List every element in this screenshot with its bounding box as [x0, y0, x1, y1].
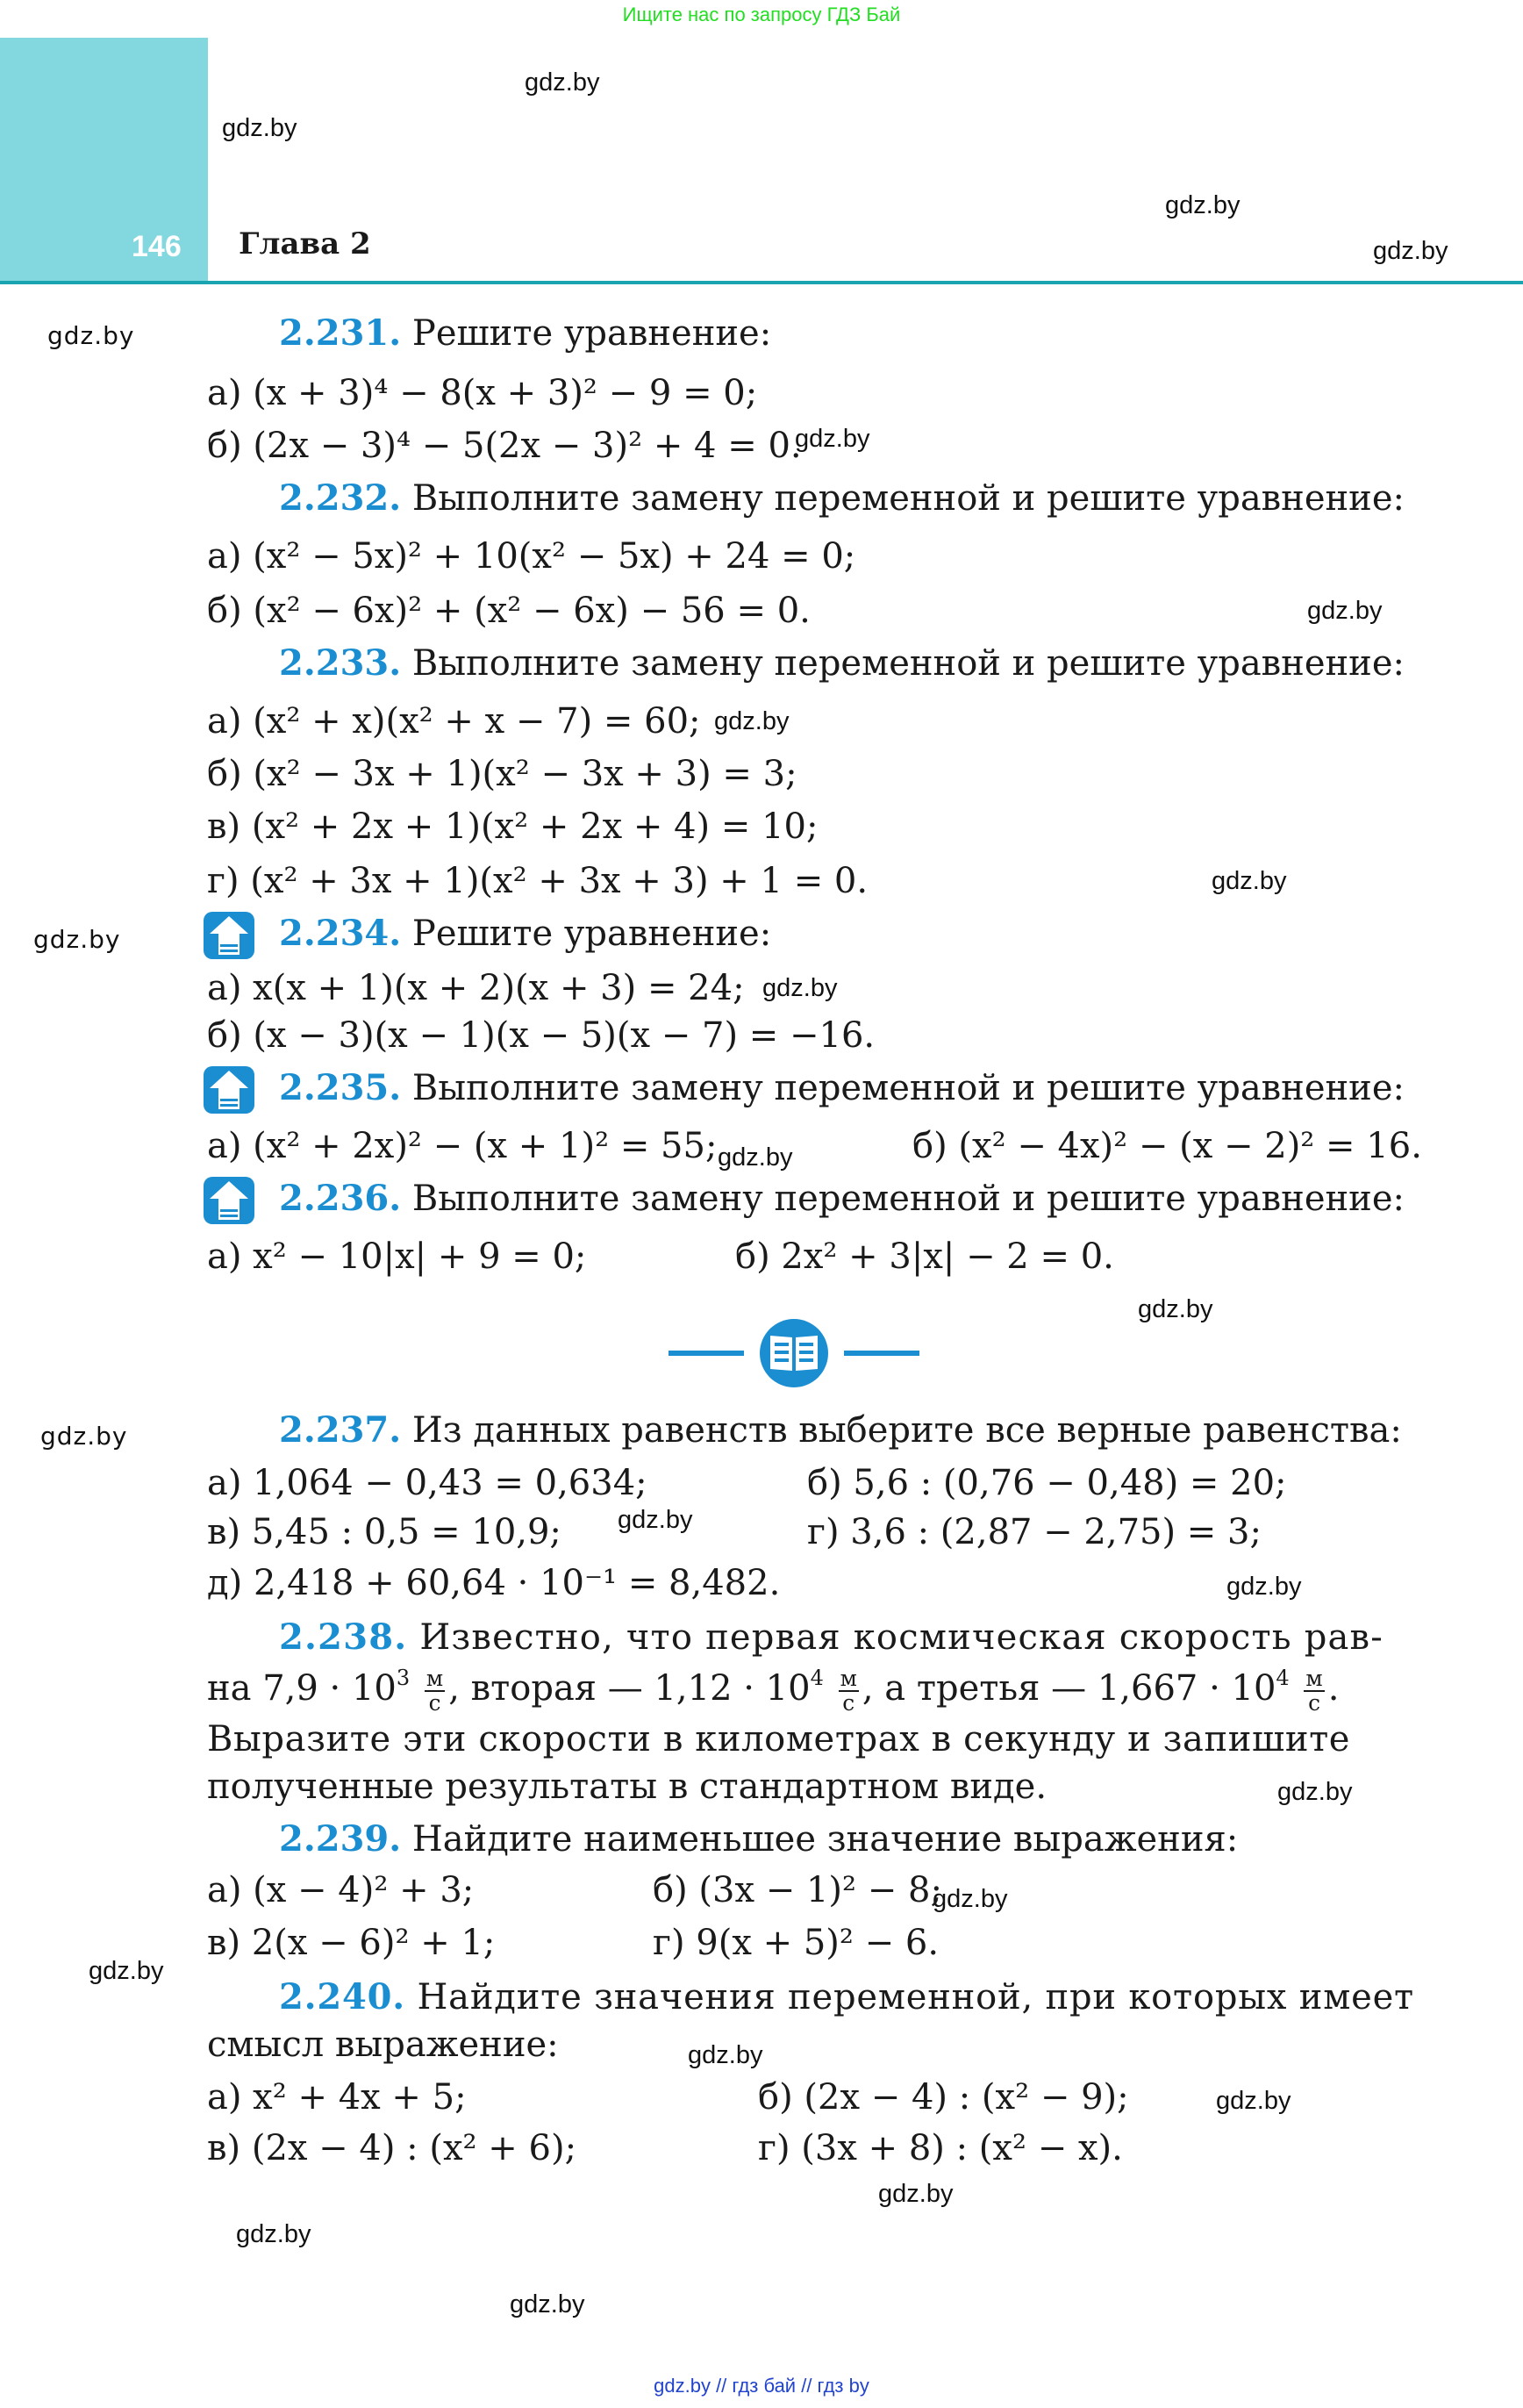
- level-up-icon: [203, 1176, 255, 1225]
- item-label: а): [207, 1463, 242, 1503]
- unit-denominator: с: [1308, 1690, 1320, 1716]
- item-expression: 2(x − 6)² + 1;: [251, 1923, 496, 1963]
- problem-item: [207, 2128, 577, 2168]
- text-fragment: .: [1327, 1668, 1340, 1709]
- problem-item: [207, 1463, 647, 1503]
- problem-2-238-heading: [279, 1616, 1384, 1658]
- problem-item: [207, 1923, 496, 1963]
- problem-item: [758, 2128, 1123, 2168]
- problem-2-236-heading: [279, 1178, 1405, 1219]
- watermark: gdz.by: [525, 68, 600, 97]
- problem-item: [207, 701, 701, 742]
- watermark: gdz.by: [1373, 237, 1448, 265]
- problem-text-line: Выразите эти скорости в километрах в секунду и запишите: [207, 1719, 1351, 1759]
- watermark: gdz.by: [40, 1422, 128, 1451]
- item-label: б): [653, 1870, 688, 1910]
- unit-fraction: [839, 1667, 859, 1715]
- problem-item: [207, 1870, 475, 1910]
- problem-prompt: Решите уравнение:: [411, 914, 772, 954]
- watermark: gdz.by: [236, 2220, 311, 2248]
- item-label: в): [207, 806, 241, 847]
- item-expression: (x − 3)(x − 1)(x − 5)(x − 7) = −16.: [253, 1015, 876, 1056]
- problem-number: 2.239.: [279, 1818, 402, 1860]
- watermark: gdz.by: [1212, 867, 1287, 895]
- problem-item: [207, 756, 797, 792]
- chapter-title: Глава 2: [239, 226, 371, 262]
- problem-item: [207, 426, 802, 466]
- problem-item: [207, 536, 856, 577]
- item-label: а): [207, 2077, 242, 2118]
- watermark: gdz.by: [795, 425, 870, 453]
- watermark: gdz.by: [618, 1506, 693, 1534]
- watermark: gdz.by: [222, 114, 297, 142]
- problem-item: [758, 2077, 1129, 2118]
- text-fragment: , вторая — 1,12 · 10: [448, 1668, 811, 1709]
- problem-number: 2.231.: [279, 312, 402, 354]
- item-expression: 9(x + 5)² − 6.: [696, 1923, 940, 1963]
- unit-numerator: м: [840, 1666, 857, 1691]
- item-label: б): [207, 1015, 242, 1056]
- watermark: gdz.by: [933, 1885, 1008, 1913]
- problem-prompt: Выполните замену переменной и решите уравнение:: [411, 1179, 1405, 1219]
- problem-prompt: Выполните замену переменной и решите уравнение:: [411, 1068, 1405, 1108]
- problem-prompt: Выполните замену переменной и решите уравнение:: [411, 643, 1405, 684]
- item-expression: (x − 4)² + 3;: [253, 1870, 475, 1910]
- item-label: д): [207, 1563, 243, 1603]
- item-label: в): [207, 2128, 241, 2168]
- problem-2-240-heading: [279, 1976, 1414, 2017]
- problem-item: [207, 968, 745, 1008]
- item-label: а): [207, 373, 242, 413]
- item-expression: (x² − 3x + 1)(x² − 3x + 3) = 3;: [253, 754, 797, 794]
- item-label: б): [735, 1236, 770, 1277]
- item-expression: (2x − 4) : (x² + 6);: [251, 2128, 577, 2168]
- problem-number: 2.233.: [279, 642, 402, 684]
- problem-prompt: Выполните замену переменной и решите уравнение:: [411, 478, 1405, 519]
- problem-text-line: [207, 1667, 1339, 1715]
- problem-item: [207, 1015, 876, 1056]
- unit-denominator: с: [842, 1690, 855, 1716]
- item-expression: (x + 3)⁴ − 8(x + 3)² − 9 = 0;: [253, 373, 758, 413]
- watermark: gdz.by: [1226, 1573, 1302, 1601]
- item-expression: (x² − 6x)² + (x² − 6x) − 56 = 0.: [253, 591, 811, 631]
- page-number: 146: [132, 230, 182, 263]
- item-label: а): [207, 536, 242, 577]
- watermark: gdz.by: [714, 707, 790, 735]
- problem-item: [912, 1126, 1422, 1166]
- watermark: gdz.by: [47, 321, 135, 350]
- watermark: gdz.by: [718, 1143, 793, 1172]
- item-expression: (2x − 3)⁴ − 5(2x − 3)² + 4 = 0.: [253, 426, 802, 466]
- exponent: 4: [810, 1666, 824, 1691]
- watermark: gdz.by: [878, 2180, 954, 2208]
- header-divider: [0, 281, 1523, 284]
- level-up-icon: [203, 1065, 255, 1114]
- book-icon-divider: [667, 1316, 921, 1395]
- problem-item: [653, 1923, 940, 1963]
- item-expression: 5,6 : (0,76 − 0,48) = 20;: [853, 1463, 1287, 1503]
- item-label: б): [912, 1126, 947, 1166]
- item-label: а): [207, 1236, 242, 1277]
- item-expression: (2x − 4) : (x² − 9);: [804, 2077, 1129, 2118]
- item-label: б): [807, 1463, 842, 1503]
- problem-item: [207, 373, 758, 413]
- text-fragment: , а третья — 1,667 · 10: [862, 1668, 1276, 1709]
- problem-item: [207, 806, 819, 847]
- item-label: б): [207, 426, 242, 466]
- item-label: б): [207, 754, 242, 794]
- item-expression: 1,064 − 0,43 = 0,634;: [253, 1463, 647, 1503]
- item-expression: x² − 10|x| + 9 = 0;: [253, 1236, 587, 1277]
- watermark: gdz.by: [510, 2290, 585, 2318]
- item-label: г): [807, 1512, 840, 1552]
- problem-2-233-heading: [279, 642, 1405, 684]
- watermark: gdz.by: [688, 2041, 763, 2069]
- item-expression: (3x + 8) : (x² − x).: [801, 2128, 1123, 2168]
- problem-item: [207, 591, 811, 631]
- watermark: gdz.by: [1216, 2087, 1291, 2115]
- unit-fraction: [1304, 1667, 1324, 1715]
- exponent: 4: [1276, 1666, 1290, 1691]
- problem-number: 2.236.: [279, 1178, 402, 1219]
- problem-item: [807, 1512, 1262, 1552]
- item-expression: (x² + 2x + 1)(x² + 2x + 4) = 10;: [251, 806, 819, 847]
- problem-text: Известно, что первая космическая скорость рав-: [419, 1617, 1384, 1658]
- watermark: gdz.by: [1277, 1778, 1353, 1806]
- item-label: г): [758, 2128, 790, 2168]
- problem-2-235-heading: [279, 1067, 1405, 1108]
- problem-item: [207, 861, 869, 901]
- item-expression: 5,45 : 0,5 = 10,9;: [251, 1512, 561, 1552]
- problem-prompt: Найдите значения переменной, при которых имеет: [417, 1977, 1414, 2017]
- problem-number: 2.234.: [279, 913, 402, 954]
- item-label: в): [207, 1512, 241, 1552]
- problem-number: 2.238.: [279, 1616, 408, 1658]
- problem-item: [807, 1463, 1287, 1503]
- item-expression: (x² + 2x)² − (x + 1)² = 55;: [253, 1126, 718, 1166]
- problem-item: [207, 1563, 781, 1603]
- problem-2-231-heading: [279, 312, 772, 354]
- watermark: gdz.by: [762, 974, 838, 1002]
- exponent: 3: [396, 1666, 411, 1691]
- item-label: а): [207, 701, 242, 742]
- problem-prompt-continued: смысл выражение:: [207, 2025, 559, 2065]
- item-expression: x(x + 1)(x + 2)(x + 3) = 24;: [253, 968, 745, 1008]
- item-label: а): [207, 1126, 242, 1166]
- item-label: а): [207, 1870, 242, 1910]
- item-expression: (x² − 5x)² + 10(x² − 5x) + 24 = 0;: [253, 536, 856, 577]
- problem-item: [207, 2077, 467, 2118]
- item-label: г): [207, 861, 240, 901]
- item-expression: x² + 4x + 5;: [253, 2077, 467, 2118]
- item-label: г): [653, 1923, 685, 1963]
- problem-prompt: Найдите наименьшее значение выражения:: [411, 1819, 1239, 1860]
- problem-item: [207, 1126, 718, 1166]
- problem-2-232-heading: [279, 477, 1405, 519]
- problem-number: 2.237.: [279, 1409, 402, 1451]
- problem-text-line: полученные результаты в стандартном виде.: [207, 1767, 1048, 1807]
- item-expression: 2,418 + 60,64 · 10⁻¹ = 8,482.: [253, 1563, 781, 1603]
- watermark: gdz.by: [1307, 597, 1383, 625]
- text-fragment: на 7,9 · 10: [207, 1668, 397, 1709]
- item-label: в): [207, 1923, 241, 1963]
- problem-2-237-heading: [279, 1409, 1402, 1451]
- watermark: gdz.by: [89, 1957, 164, 1985]
- watermark: gdz.by: [1165, 191, 1241, 219]
- item-expression: (3x − 1)² − 8;: [698, 1870, 942, 1910]
- item-label: б): [758, 2077, 793, 2118]
- problem-item: [207, 1512, 561, 1552]
- problem-number: 2.240.: [279, 1976, 405, 2017]
- footer-links[interactable]: gdz.by // гдз бай // гдз by: [654, 2375, 869, 2397]
- item-expression: 3,6 : (2,87 − 2,75) = 3;: [850, 1512, 1262, 1552]
- level-up-icon: [203, 911, 255, 960]
- item-expression: 2x² + 3|x| − 2 = 0.: [781, 1236, 1114, 1277]
- watermark: gdz.by: [33, 925, 121, 954]
- problem-item: [735, 1236, 1114, 1277]
- watermark: gdz.by: [1138, 1295, 1213, 1323]
- problem-2-234-heading: [279, 913, 772, 954]
- top-banner: Ищите нас по запросу ГДЗ Бай: [622, 4, 901, 25]
- unit-fraction: [425, 1667, 445, 1715]
- unit-numerator: м: [1305, 1666, 1323, 1691]
- unit-numerator: м: [425, 1666, 444, 1691]
- item-expression: (x² + 3x + 1)(x² + 3x + 3) + 1 = 0.: [250, 861, 869, 901]
- item-expression: (x² − 4x)² − (x − 2)² = 16.: [958, 1126, 1422, 1166]
- problem-number: 2.232.: [279, 477, 402, 519]
- item-label: б): [207, 591, 242, 631]
- problem-2-239-heading: [279, 1818, 1239, 1860]
- item-label: а): [207, 968, 242, 1008]
- unit-denominator: с: [428, 1690, 441, 1716]
- problem-number: 2.235.: [279, 1067, 402, 1108]
- problem-item: [653, 1870, 942, 1910]
- problem-prompt: Из данных равенств выберите все верные равенства:: [411, 1410, 1402, 1451]
- problem-item: [207, 1236, 587, 1277]
- problem-prompt: Решите уравнение:: [411, 313, 772, 354]
- item-expression: (x² + x)(x² + x − 7) = 60;: [253, 701, 701, 742]
